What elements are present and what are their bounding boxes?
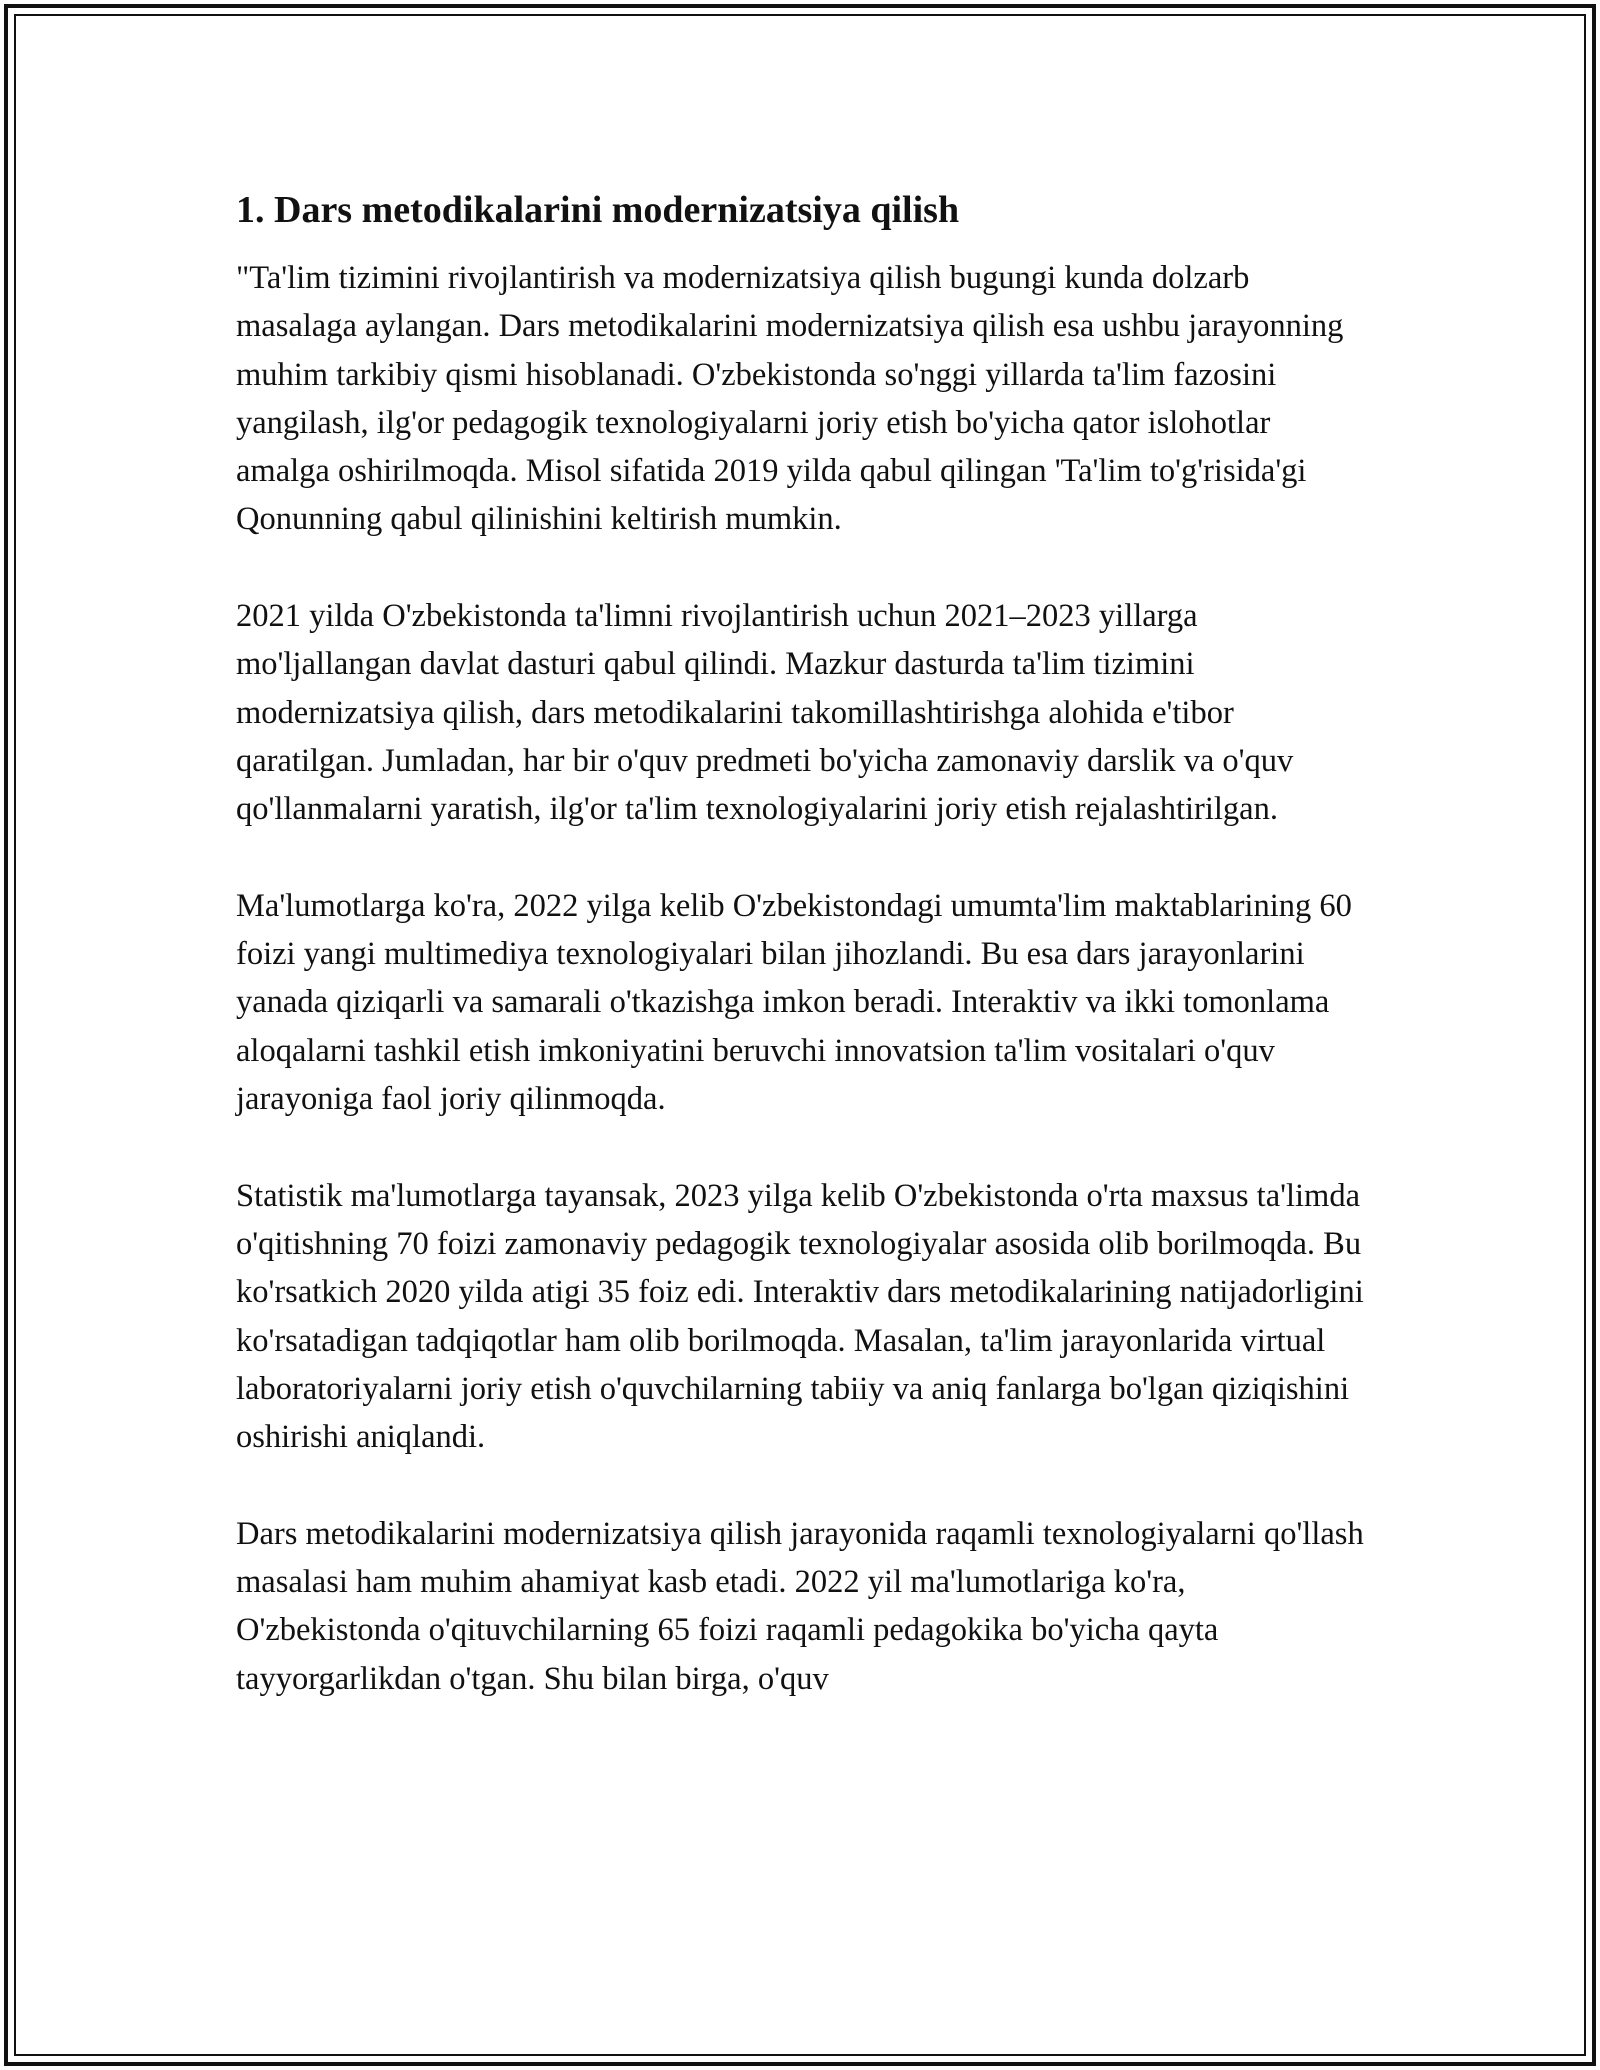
paragraph-4: Statistik ma'lumotlarga tayansak, 2023 yilga kelib O'zbekistonda o'rta maxsus ta'limda o'qitishning 70 foizi zamonaviy pedagogik texnologiyalar asosida olib borilmoqda. Bu ko'rsatkich 2020 yilda atigi 35 foiz edi. Interaktiv dars metodikalarining natijadorligini ko'rsatadigan tadqiqotlar ham olib borilmoqda. Masalan, ta'lim jarayonlarida virtual laboratoriyalarni joriy etish o'quvchilarning tabiiy va aniq fanlarga bo'lgan qiziqishini oshirishi aniqlandi. [236,1177,1364,1456]
paragraph-3: Ma'lumotlarga ko'ra, 2022 yilga kelib O'zbekistondagi umumta'lim maktablarining 60 foizi yangi multimediya texnologiyalari bilan jihozlandi. Bu esa dars jarayonlarini yanada qiziqarli va samarali o'tkazishga imkon beradi. Interaktiv va ikki tomonlama aloqalarni tashkil etish imkoniyatini beruvchi innovatsion ta'lim vositalari o'quv jarayoniga faol joriy qilinmoqda. [236,887,1352,1118]
paragraph-1: "Ta'lim tizimini rivojlantirish va modernizatsiya qilish bugungi kunda dolzarb masalaga aylangan. Dars metodikalarini modernizatsiya qilish esa ushbu jarayonning muhim tarkibiy qismi hisoblanadi. O'zbekistonda so'nggi yillarda ta'lim fazosini yangilash, ilg'or pedagogik texnologiyalarni joriy etish bo'yicha qator islohotlar amalga oshirilmoqda. Misol sifatida 2019 yilda qabul qilingan 'Ta'lim to'g'risida'gi Qonunning qabul qilinishini keltirish mumkin. [236,260,1344,538]
document-body [236,186,1366,1751]
paragraph-5: Dars metodikalarini modernizatsiya qilish jarayonida raqamli texnologiyalarni qo'llash masalasi ham muhim ahamiyat kasb etadi. 2022 yil ma'lumotlariga ko'ra, O'zbekistonda o'qituvchilarning 65 foizi raqamli pedagokika bo'yicha qayta tayyorgarlikdan o'tgan. Shu bilan birga, o'quv [236,1515,1364,1697]
section-heading: 1. Dars metodikalarini modernizatsiya qilish [236,189,960,231]
paragraph-2: 2021 yilda O'zbekistonda ta'limni rivojlantirish uchun 2021–2023 yillarga mo'ljallangan davlat dasturi qabul qilindi. Mazkur dasturda ta'lim tizimini modernizatsiya qilish, dars metodikalarini takomillashtirishga alohida e'tibor qaratilgan. Jumladan, har bir o'quv predmeti bo'yicha zamonaviy darslik va o'quv qo'llanmalarni yaratish, ilg'or ta'lim texnologiyalarini joriy etish rejalashtirilgan. [236,598,1294,828]
